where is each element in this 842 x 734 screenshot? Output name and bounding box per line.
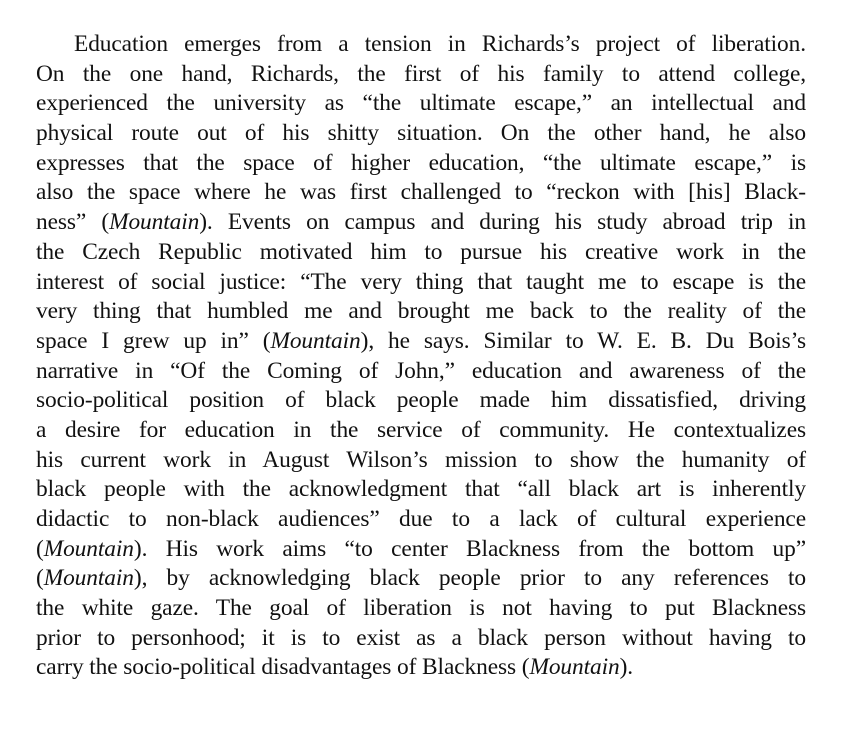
text-line [36, 564, 806, 594]
text-segment: ). [619, 654, 634, 681]
text-segment: ), he says. Similar to W. E. B. Du Bois’s [360, 327, 806, 354]
text-segment: narrative in “Of the Coming of John,” education and awareness of the [36, 357, 806, 384]
text-segment: ness” ( [36, 209, 110, 236]
italic-citation: Mountain [43, 535, 134, 562]
italic-citation: Mountain [270, 327, 361, 354]
text-line [36, 505, 806, 535]
text-segment: carry the socio-political disadvantages of Blackness ( [36, 654, 530, 681]
text-segment: ( [36, 535, 44, 562]
italic-citation: Mountain [43, 565, 134, 592]
text-line [36, 475, 806, 505]
italic-citation: Mountain [109, 209, 200, 236]
text-line [36, 268, 806, 298]
text-segment: space I grew up in” ( [36, 327, 271, 354]
text-segment: socio-political position of black people made him dissatisfied, driving [36, 387, 806, 414]
text-line [36, 416, 806, 446]
text-line [36, 89, 806, 119]
text-line [36, 178, 806, 208]
italic-citation: Mountain [529, 654, 620, 681]
text-line [36, 357, 806, 387]
text-line [36, 624, 806, 654]
text-segment: expresses that the space of higher education, “the ultimate escape,” is [36, 149, 806, 176]
text-segment: ), by acknowledging black people prior to any references to [133, 565, 806, 592]
text-line [36, 208, 806, 238]
text-segment: On the one hand, Richards, the first of his family to attend college, [36, 60, 806, 87]
text-line [36, 653, 806, 683]
text-line [36, 297, 806, 327]
text-segment: ). Events on campus and during his study abroad trip in [199, 209, 806, 236]
text-segment: ( [36, 565, 44, 592]
text-line [36, 119, 806, 149]
body-paragraph [36, 30, 806, 683]
text-segment: black people with the acknowledgment that “all black art is inherently [36, 476, 806, 503]
text-segment: didactic to non-black audiences” due to a lack of cultural experience [36, 506, 806, 532]
text-line [36, 386, 806, 416]
text-segment: his current work in August Wilson’s mission to show the humanity of [36, 446, 806, 473]
text-line [36, 238, 806, 268]
text-line [36, 30, 806, 60]
text-line [36, 60, 806, 90]
text-segment: experienced the university as “the ultimate escape,” an intellectual and [36, 90, 806, 117]
text-segment: physical route out of his shitty situation. On the other hand, he also [36, 120, 806, 147]
text-segment: a desire for education in the service of community. He contextualizes [36, 416, 806, 443]
text-line [36, 535, 806, 565]
text-line [36, 446, 806, 476]
text-line [36, 594, 806, 624]
text-segment: ). His work aims “to center Blackness from the bottom up” [133, 535, 806, 562]
text-line [36, 149, 806, 179]
text-segment: the white gaze. The goal of liberation is not having to put Blackness [36, 595, 806, 622]
text-segment: also the space where he was first challenged to “reckon with [his] Black- [36, 179, 806, 206]
text-segment: interest of social justice: “The very thing that taught me to escape is the [36, 268, 806, 295]
text-line [36, 327, 806, 357]
text-segment: very thing that humbled me and brought me back to the reality of the [36, 298, 806, 325]
text-segment: Education emerges from a tension in Richards’s project of liberation. [74, 31, 806, 57]
text-segment: the Czech Republic motivated him to pursue his creative work in the [36, 238, 806, 265]
text-segment: prior to personhood; it is to exist as a black person without having to [36, 624, 806, 651]
